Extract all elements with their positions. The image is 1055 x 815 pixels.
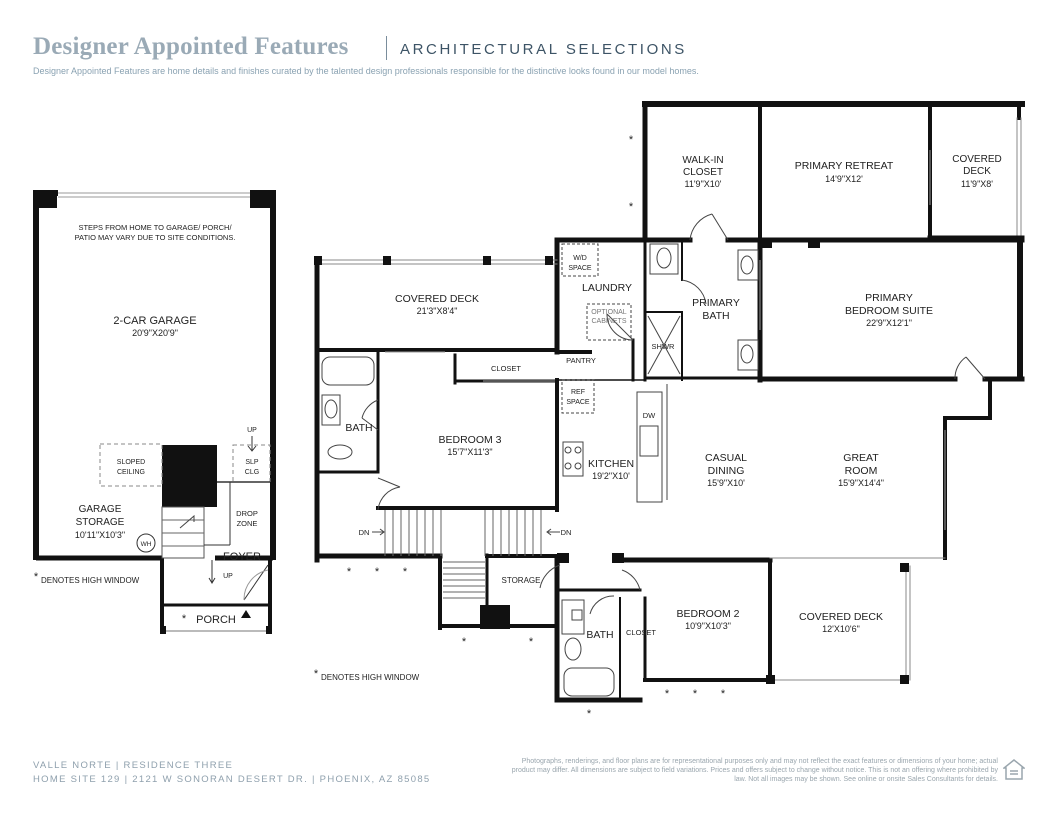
retreat-label: PRIMARY RETREAT (794, 160, 894, 172)
covered-deck-top-1: COVERED (952, 154, 1002, 165)
asterisk: * (720, 688, 726, 700)
garage-dims: 20'9"X20'9" (132, 328, 178, 338)
drop-zone-2: ZONE (236, 519, 258, 528)
pantry-label: PANTRY (566, 356, 596, 365)
wd-space-2: SPACE (568, 265, 592, 272)
garage-up: UP (247, 427, 257, 434)
ref-space-1: REF (571, 389, 585, 396)
water-heater: WH (140, 541, 152, 548)
asterisk: * (402, 566, 408, 578)
foyer-label: FOYER (223, 551, 261, 563)
asterisk: * (628, 134, 634, 146)
page-subtitle: ARCHITECTURAL SELECTIONS (400, 41, 687, 58)
asterisk: * (528, 636, 534, 648)
garage-storage-1: GARAGE (78, 504, 122, 515)
covered-deck-top-dims: 11'9"X8' (961, 179, 993, 189)
garage-high-window-note: DENOTES HIGH WINDOW (41, 576, 140, 585)
equal-housing-icon (1003, 759, 1025, 781)
house-walls (317, 104, 1022, 700)
covered-deck-right-dims: 12'X10'6" (822, 624, 860, 634)
retreat-dims: 14'9"X12' (825, 174, 863, 184)
garage-note-2: PATIO MAY VARY DUE TO SITE CONDITIONS. (74, 233, 236, 242)
casual-dining-dims: 15'9"X10' (707, 478, 745, 488)
covered-deck-top-2: DECK (963, 166, 991, 177)
kitchen-label: KITCHEN (587, 458, 635, 470)
fixtures (322, 150, 985, 696)
asterisk: * (33, 571, 39, 583)
bedroom3-label: BEDROOM 3 (438, 434, 502, 446)
walkin-dims: 11'9"X10' (684, 179, 722, 189)
house-high-window-note: DENOTES HIGH WINDOW (321, 673, 420, 682)
shower-label: SHWR (651, 342, 675, 351)
kitchen-dims: 19'2"X10' (592, 471, 630, 481)
bath-label: BATH (345, 422, 373, 434)
sloped-ceiling-1: SLOPED (116, 459, 146, 466)
casual-dining-2: DINING (707, 465, 745, 477)
page-description: Designer Appointed Features are home details and finishes curated by the talented design professionals responsible for the distinctive looks found in our model homes. (33, 66, 699, 76)
porch-label: PORCH (196, 614, 236, 626)
slp-clg-2: CLG (244, 469, 260, 476)
asterisk: * (586, 708, 592, 720)
closet-label: CLOSET (490, 364, 522, 373)
great-room-2: ROOM (844, 465, 878, 477)
porch-asterisk: * (181, 613, 187, 625)
footer-disclaimer: Photographs, renderings, and floor plans are for representational purposes only and may not reflect the exact features or dimensions of your home; actual product may differ. All dimensions are subject to field variations. Prices and offers subject to change without notice. This is not an offering where prohibited by law. Not all images may be shown. See online or onsite Sales Consultants for details. (511, 758, 998, 783)
garage-name: 2-CAR GARAGE (113, 315, 197, 327)
bath2-label: BATH (586, 629, 614, 641)
asterisk: * (628, 201, 634, 213)
covered-deck-left-label: COVERED DECK (394, 293, 480, 305)
optional-cabinets-2: CABINETS (591, 318, 627, 325)
wd-space-1: W/D (573, 255, 587, 262)
high-window-notes (41, 576, 420, 682)
bedroom2-label: BEDROOM 2 (676, 608, 740, 620)
garage-plan (33, 190, 276, 634)
asterisk: * (374, 566, 380, 578)
asterisk: * (692, 688, 698, 700)
page-title: Designer Appointed Features (33, 33, 349, 60)
suite-1: PRIMARY (865, 292, 913, 304)
covered-deck-left-dims: 21'3"X8'4" (416, 306, 458, 316)
high-window-markers (34, 134, 726, 720)
bedroom2-dims: 10'9"X10'3" (685, 621, 731, 631)
slp-clg-1: SLP (245, 459, 259, 466)
walkin-1: WALK-IN (682, 155, 724, 166)
great-room-dims: 15'9"X14'4" (838, 478, 884, 488)
primary-bath-2: BATH (702, 310, 730, 322)
great-room-1: GREAT (843, 452, 879, 464)
garage-storage-2: STORAGE (75, 517, 125, 528)
garage-storage-dims: 10'11"X10'3" (74, 530, 126, 540)
suite-2: BEDROOM SUITE (844, 305, 934, 317)
footer-address: HOME SITE 129 | 2121 W SONORAN DESERT DR. | PHOENIX, AZ 85085 (33, 774, 431, 785)
covered-deck-right-label: COVERED DECK (798, 611, 884, 623)
dw-label: DW (642, 411, 656, 420)
bedroom3-dims: 15'7"X11'3" (447, 447, 493, 457)
room-labels (75, 154, 1002, 641)
walkin-2: CLOSET (682, 167, 724, 178)
footer-community: VALLE NORTE | RESIDENCE THREE (33, 760, 234, 771)
foyer-up: UP (223, 573, 233, 580)
drop-zone-1: DROP (236, 509, 258, 518)
ref-space-2: SPACE (566, 399, 590, 406)
storage-label: STORAGE (501, 576, 541, 585)
asterisk: * (313, 668, 319, 680)
asterisk: * (346, 566, 352, 578)
laundry-label: LAUNDRY (582, 282, 632, 294)
sloped-ceiling-2: CEILING (116, 469, 146, 476)
garage-note-1: STEPS FROM HOME TO GARAGE/ PORCH/ (78, 223, 232, 232)
dn-right: DN (560, 528, 572, 537)
dn-left: DN (358, 528, 370, 537)
suite-dims: 22'9"X12'1" (866, 318, 912, 328)
optional-cabinets-1: OPTIONAL (591, 309, 627, 316)
asterisk: * (461, 636, 467, 648)
primary-bath-1: PRIMARY (692, 297, 740, 309)
casual-dining-1: CASUAL (704, 452, 748, 464)
closet2-label: CLOSET (625, 628, 657, 637)
asterisk: * (664, 688, 670, 700)
